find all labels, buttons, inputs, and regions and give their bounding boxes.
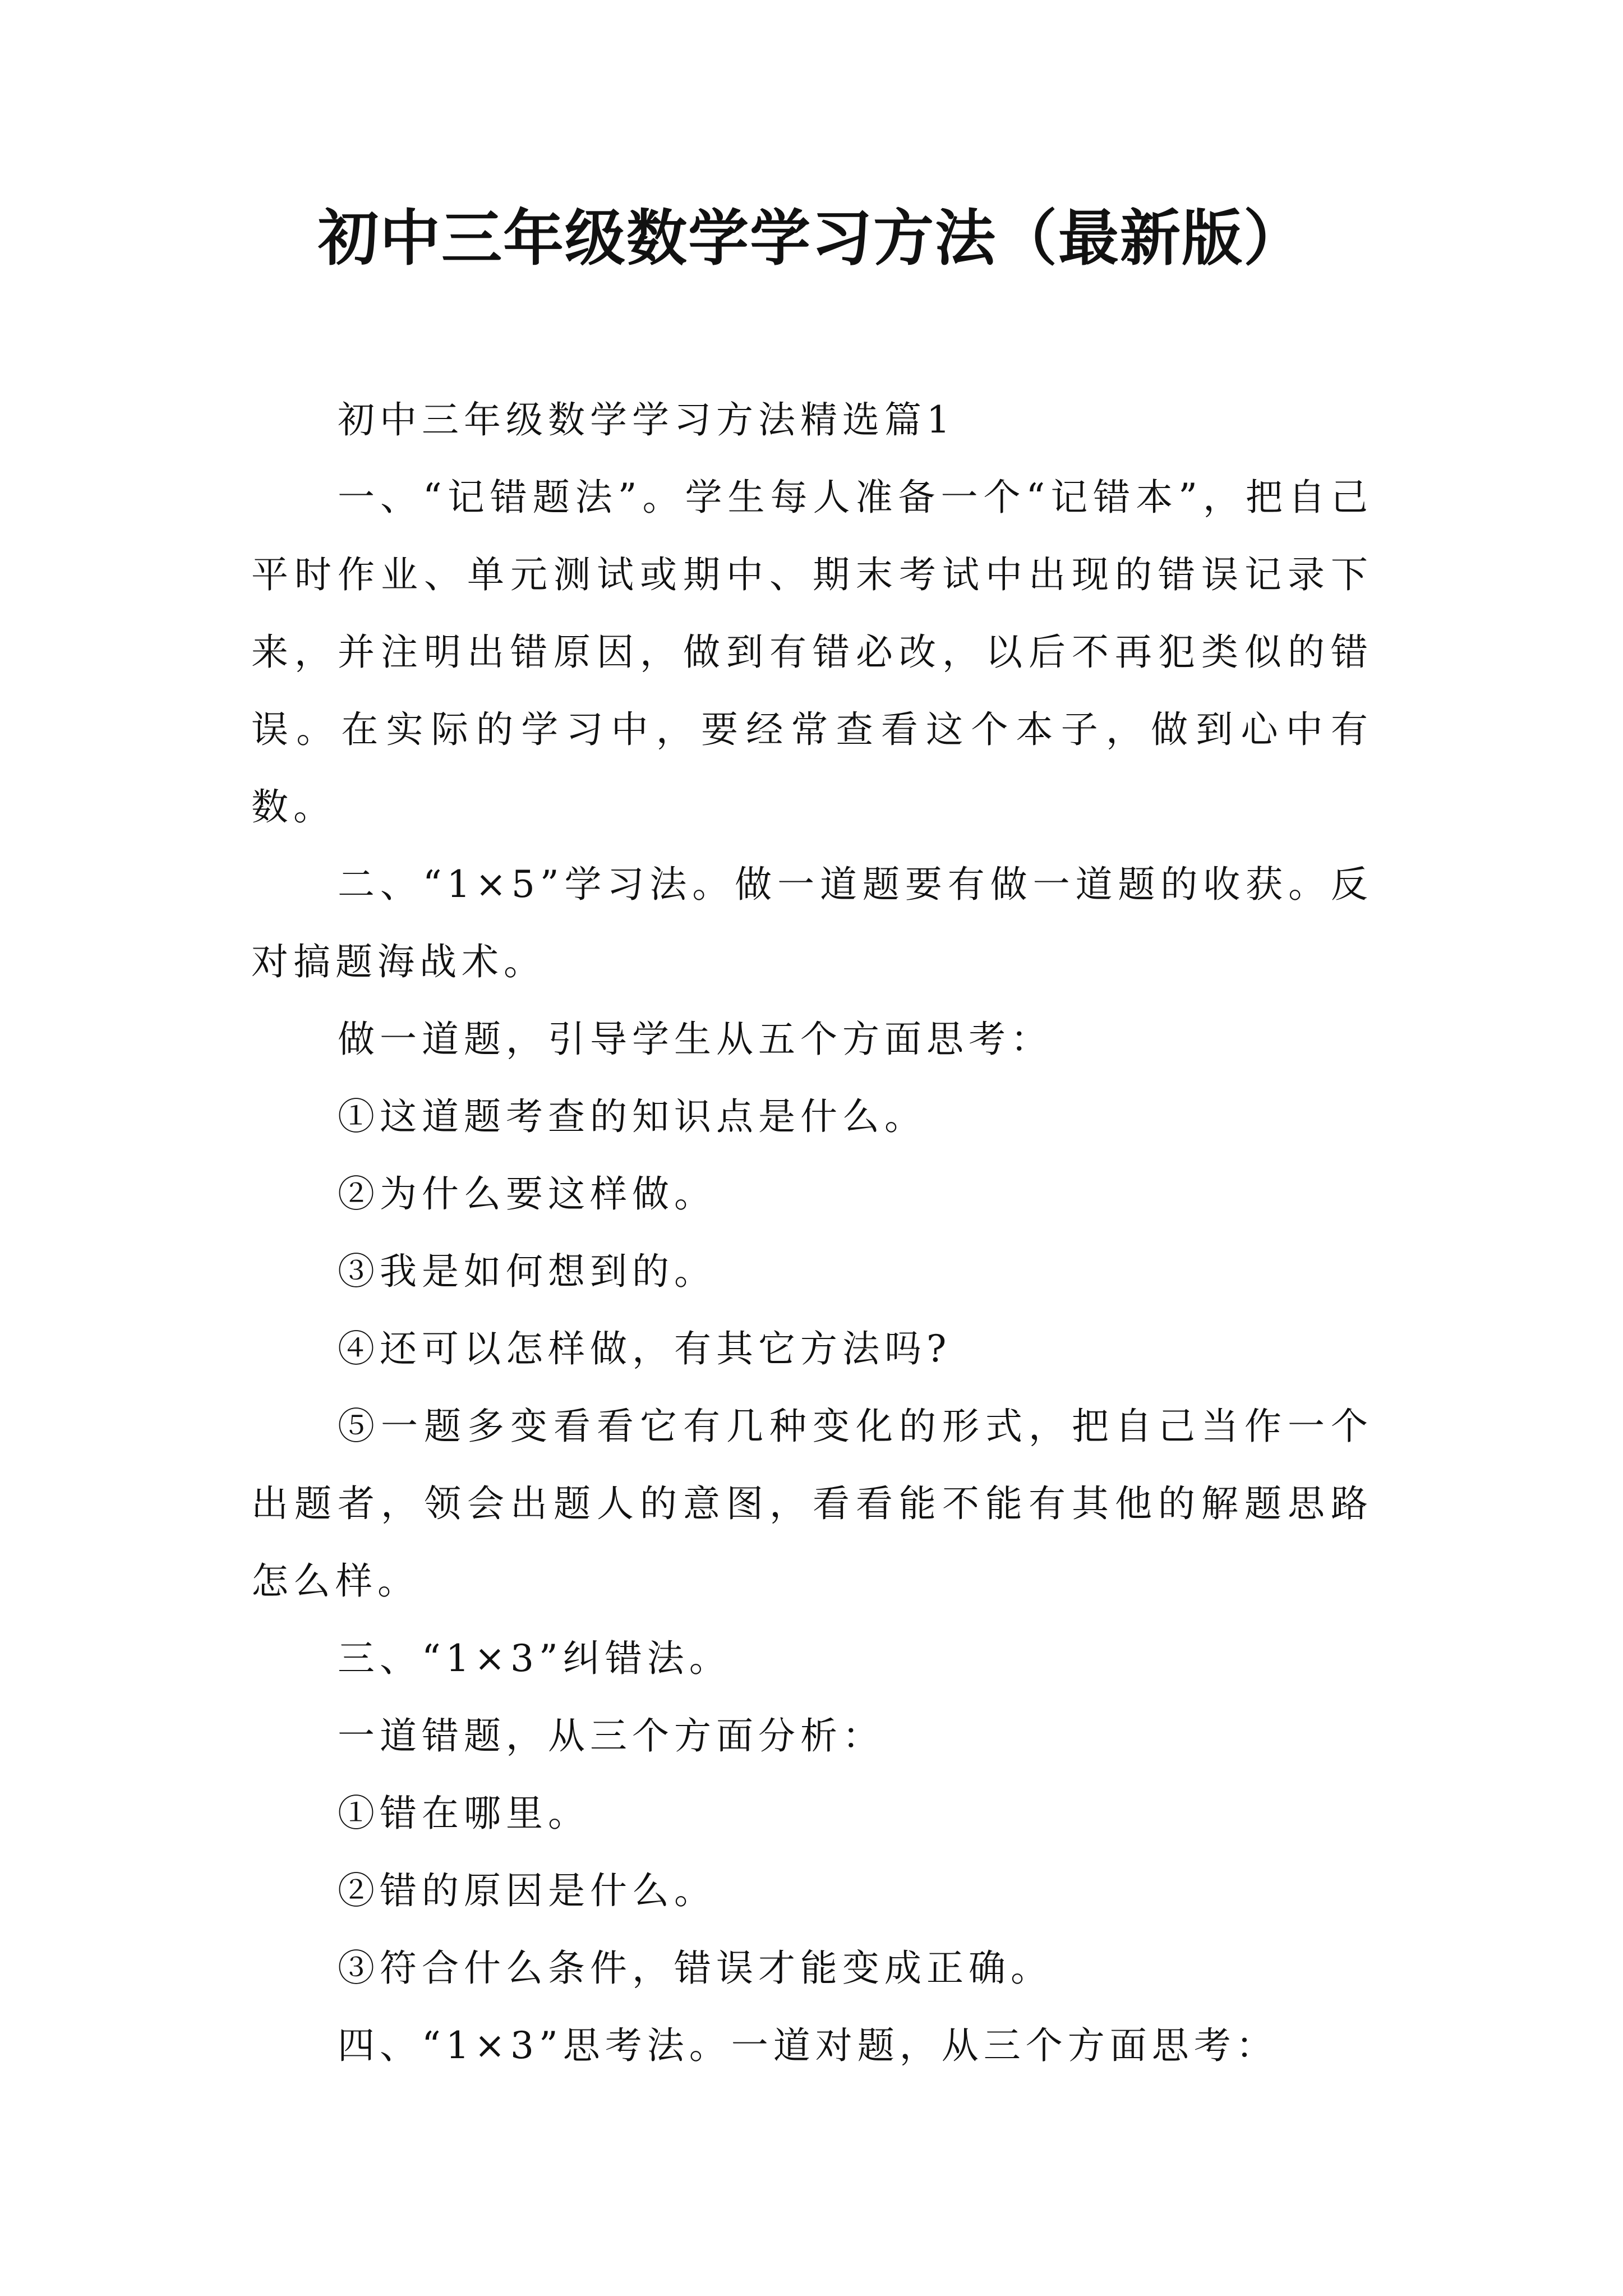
- document-title: 初中三年级数学学习方法（最新版）: [317, 203, 1305, 274]
- paragraph-method-1: 一、“记错题法”。学生每人准备一个“记错本”，把自己平时作业、单元测试或期中、期末考试中出现的错误记录下来，并注明出错原因，做到有错必改，以后不再犯类似的错误。在实际的学习中，要经常查看这个本子，做到心中有数。: [251, 476, 1373, 829]
- list-item: ③我是如何想到的。: [338, 1250, 716, 1293]
- list-item: ②错的原因是什么。: [338, 1869, 716, 1912]
- paragraph-method-3-intro: 一道错题，从三个方面分析：: [338, 1714, 884, 1757]
- paragraph-method-3: 三、“1×3”纠错法。: [338, 1637, 731, 1680]
- list-item: ④还可以怎样做，有其它方法吗?: [338, 1327, 952, 1370]
- list-item: ⑤一题多变看看它有几种变化的形式，把自己当作一个出题者，领会出题人的意图，看看能不能有其他的解题思路怎么样。: [251, 1405, 1373, 1603]
- list-item: ③符合什么条件，错误才能变成正确。: [338, 1947, 1053, 1990]
- section-heading: 初中三年级数学学习方法精选篇1: [338, 398, 955, 441]
- list-item: ①这道题考查的知识点是什么。: [338, 1095, 926, 1138]
- paragraph-method-2-intro: 做一道题，引导学生从五个方面思考：: [338, 1018, 1053, 1061]
- list-item: ②为什么要这样做。: [338, 1172, 716, 1216]
- paragraph-method-2: 二、“1×5”学习法。做一道题要有做一道题的收获。反对搞题海战术。: [251, 863, 1373, 983]
- list-item: ①错在哪里。: [338, 1792, 590, 1835]
- paragraph-method-4: 四、“1×3”思考法。一道对题，从三个方面思考：: [338, 2024, 1278, 2067]
- document-body: [251, 381, 1373, 2085]
